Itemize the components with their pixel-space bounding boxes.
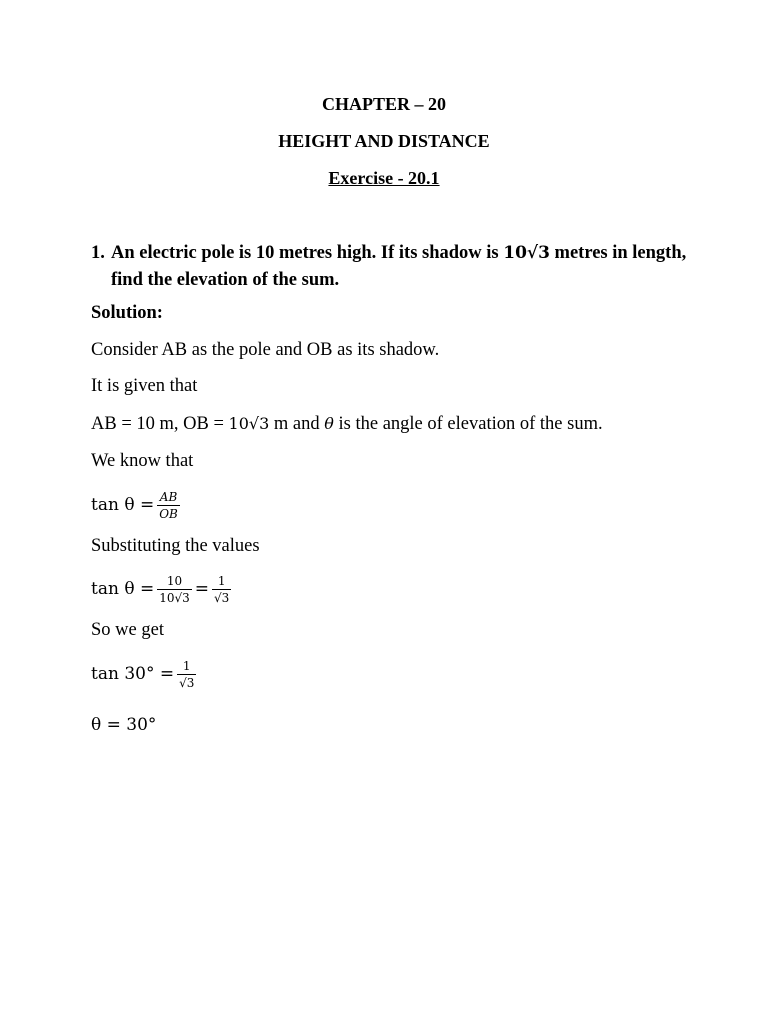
solution-line-1: Consider AB as the pole and OB as its shadow.	[91, 340, 440, 360]
solution-line-5: Substituting the values	[91, 536, 260, 556]
question-text-after: metres in length, find the elevation of the sum.	[111, 243, 687, 290]
line3-part2: m and	[269, 414, 325, 434]
question-text	[91, 240, 711, 294]
solution-line-3	[91, 414, 603, 435]
exercise-title: Exercise - 20.1	[328, 168, 440, 188]
question-math: 10√3	[503, 243, 550, 263]
line3-part3: is the angle of elevation of the sum.	[333, 414, 603, 434]
topic-title: HEIGHT AND DISTANCE	[278, 131, 490, 151]
line3-part1: AB = 10 m, OB =	[91, 414, 229, 434]
fraction-ab-ob	[157, 490, 180, 521]
fraction-denominator: OB	[159, 506, 178, 521]
fraction-1-over-root3	[212, 574, 231, 605]
solution-line-4: We know that	[91, 451, 194, 471]
solution-line-2: It is given that	[91, 376, 198, 396]
chapter-title: CHAPTER – 20	[321, 94, 446, 114]
question-number: 1.	[91, 243, 105, 263]
eq1-lhs: tan θ =	[91, 495, 155, 515]
line3-theta: θ	[324, 414, 334, 433]
fraction-numerator: 1	[217, 573, 226, 588]
eq3-lhs: tan 30° =	[91, 664, 175, 684]
line3-math: 10√3	[228, 414, 270, 433]
solution-heading: Solution:	[91, 303, 163, 323]
fraction-denominator: √3	[179, 675, 195, 690]
equation-substitution	[91, 567, 234, 611]
eq2-lhs: tan θ =	[91, 579, 155, 599]
question-1	[91, 240, 711, 294]
equation-final-answer: θ = 30°	[91, 715, 157, 735]
eq2-equals: =	[194, 579, 210, 599]
fraction-denominator: √3	[214, 590, 230, 605]
fraction-numerator: 1	[182, 658, 191, 673]
fraction-denominator: 10√3	[159, 590, 190, 605]
equation-tan-30	[91, 652, 199, 696]
fraction-numerator: AB	[159, 489, 178, 504]
fraction-10-over-10root3	[157, 574, 192, 605]
fraction-1-over-root3	[177, 659, 196, 690]
question-text-before: An electric pole is 10 metres high. If its shadow is	[111, 243, 504, 263]
equation-tan-ratio	[91, 483, 183, 527]
solution-line-6: So we get	[91, 620, 164, 640]
fraction-numerator: 10	[166, 573, 183, 588]
